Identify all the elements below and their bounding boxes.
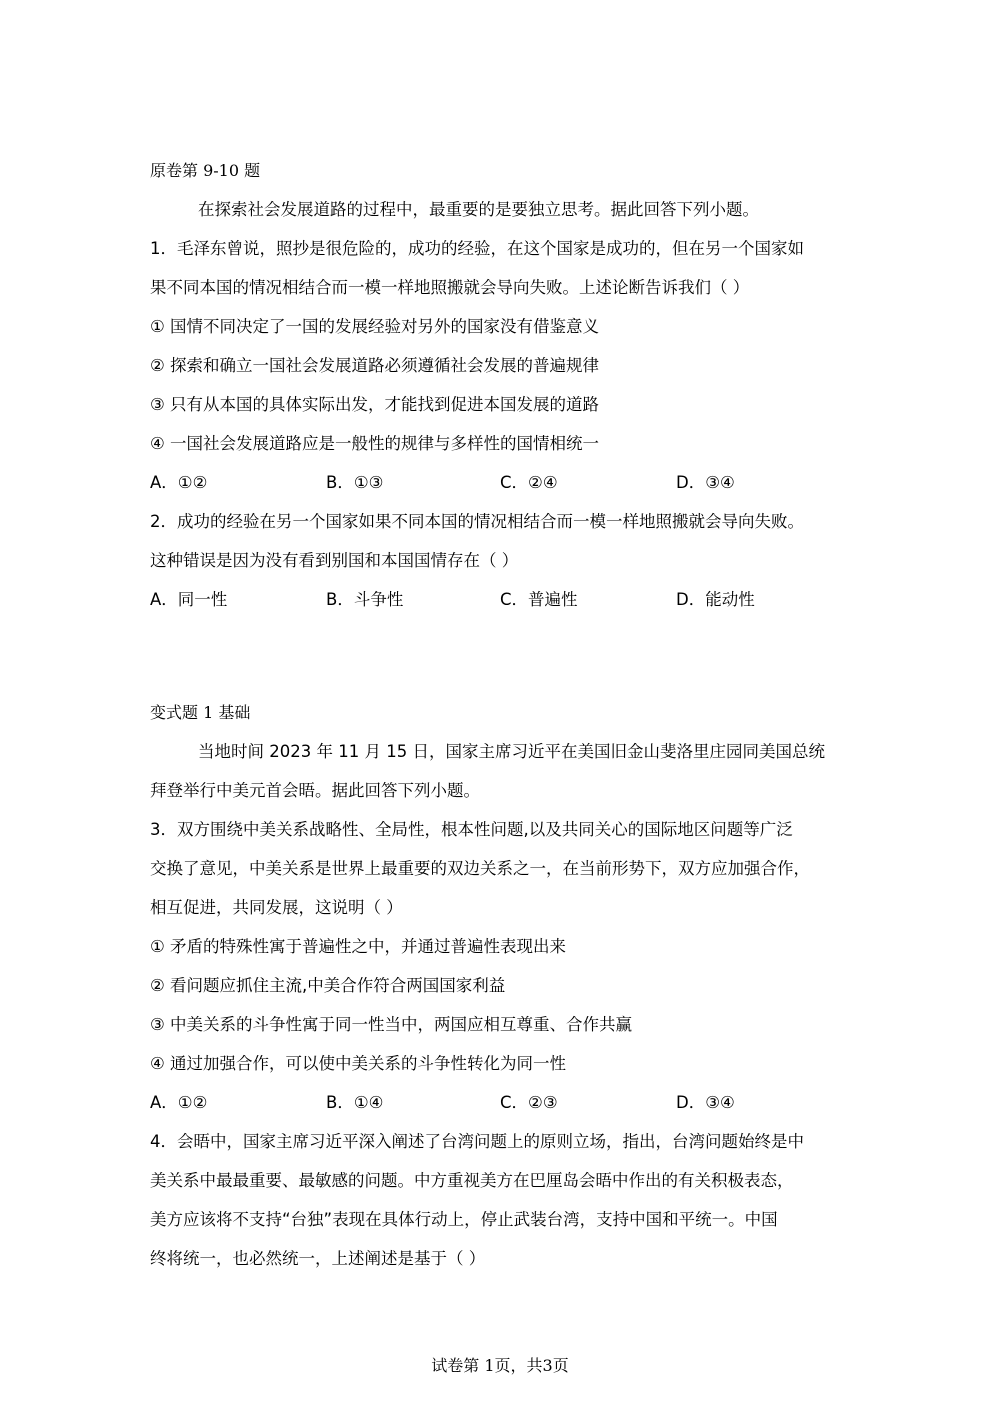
question-2-option-a[interactable]: A．同一性	[150, 590, 228, 609]
question-3-statement: ③ 中美关系的斗争性寓于同一性当中，两国应相互尊重、合作共赢	[150, 1015, 633, 1034]
question-1-option-b[interactable]: B．①③	[326, 473, 384, 492]
question-3-stem-line: 交换了意见，中美关系是世界上最重要的双边关系之一，在当前形势下，双方应加强合作，	[150, 859, 810, 878]
question-1-option-c[interactable]: C．②④	[500, 473, 558, 492]
question-2-stem-line: 这种错误是因为没有看到别国和本国国情存在（ ）	[150, 551, 519, 570]
section-title: 变式题 1 基础	[150, 703, 251, 722]
question-3-statement: ④ 通过加强合作，可以使中美关系的斗争性转化为同一性	[150, 1054, 567, 1073]
question-3-option-c[interactable]: C．②③	[500, 1093, 558, 1112]
question-1-stem-line: 果不同本国的情况相结合而一模一样地照搬就会导向失败。上述论断告诉我们（ ）	[150, 278, 750, 297]
question-2-stem-line: 2．成功的经验在另一个国家如果不同本国的情况相结合而一模一样地照搬就会导向失败。	[150, 512, 804, 531]
section-title: 原卷第 9-10 题	[150, 161, 261, 180]
question-1-statement: ③ 只有从本国的具体实际出发，才能找到促进本国发展的道路	[150, 395, 600, 414]
question-4-stem-line: 美方应该将不支持“台独”表现在具体行动上，停止武装台湾，支持中国和平统一。中国	[150, 1210, 778, 1229]
question-2-option-b[interactable]: B．斗争性	[326, 590, 404, 609]
section-intro-line: 当地时间 2023 年 11 月 15 日，国家主席习近平在美国旧金山斐洛里庄园同美国总统	[198, 742, 825, 761]
question-3-stem-line: 相互促进，共同发展，这说明（ ）	[150, 898, 403, 917]
question-1-option-d[interactable]: D．③④	[676, 473, 735, 492]
question-1-option-a[interactable]: A．①②	[150, 473, 208, 492]
question-3-statement: ② 看问题应抓住主流,中美合作符合两国国家利益	[150, 976, 506, 995]
question-2-option-d[interactable]: D．能动性	[676, 590, 755, 609]
section-intro: 在探索社会发展道路的过程中，最重要的是要独立思考。据此回答下列小题。	[198, 200, 759, 219]
question-4-stem-line: 4．会晤中，国家主席习近平深入阐述了台湾问题上的原则立场，指出，台湾问题始终是中	[150, 1132, 804, 1151]
section-intro-line: 拜登举行中美元首会晤。据此回答下列小题。	[150, 781, 480, 800]
question-1-statement: ① 国情不同决定了一国的发展经验对另外的国家没有借鉴意义	[150, 317, 600, 336]
question-3-option-d[interactable]: D．③④	[676, 1093, 735, 1112]
question-3-option-b[interactable]: B．①④	[326, 1093, 384, 1112]
page-footer: 试卷第 1页，共3页	[431, 1356, 569, 1375]
question-1-statement: ② 探索和确立一国社会发展道路必须遵循社会发展的普遍规律	[150, 356, 600, 375]
question-3-statement: ① 矛盾的特殊性寓于普遍性之中，并通过普遍性表现出来	[150, 937, 567, 956]
question-4-stem-line: 终将统一，也必然统一，上述阐述是基于（ ）	[150, 1249, 486, 1268]
question-1-statement: ④ 一国社会发展道路应是一般性的规律与多样性的国情相统一	[150, 434, 600, 453]
question-4-stem-line: 美关系中最最重要、最敏感的问题。中方重视美方在巴厘岛会晤中作出的有关积极表态，	[150, 1171, 794, 1190]
question-3-option-a[interactable]: A．①②	[150, 1093, 208, 1112]
question-2-option-c[interactable]: C．普遍性	[500, 590, 578, 609]
question-1-stem-line: 1．毛泽东曾说，照抄是很危险的，成功的经验，在这个国家是成功的，但在另一个国家如	[150, 239, 804, 258]
question-3-stem-line: 3．双方围绕中美关系战略性、全局性，根本性问题,以及共同关心的国际地区问题等广泛	[150, 820, 793, 839]
